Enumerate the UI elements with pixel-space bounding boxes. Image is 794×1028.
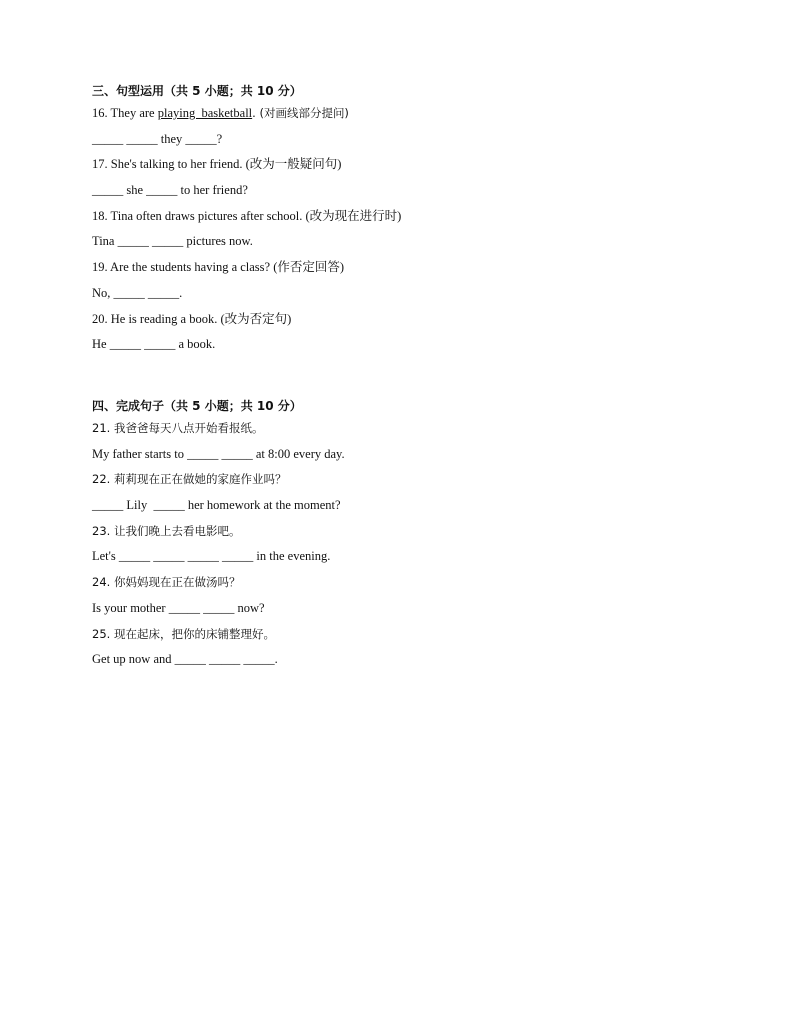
answer-line-25: Get up now and _____ _____ _____. xyxy=(92,652,278,667)
underlined-phrase: playing basketball xyxy=(157,106,253,120)
question-16 xyxy=(92,105,732,131)
answer-line-22: _____ Lily _____ her homework at the moment? xyxy=(92,498,341,513)
answer-line-19: No, _____ _____. xyxy=(92,285,183,300)
question-17: 17. She's talking to her friend. (改为一般疑问句) xyxy=(92,157,342,172)
section-complete-sentences xyxy=(92,398,732,677)
answer-line-16: _____ _____ they _____? xyxy=(92,131,223,146)
answer-line-21: My father starts to _____ _____ at 8:00 every day. xyxy=(92,446,345,461)
question-22: 22. 莉莉现在正在做她的家庭作业吗？ xyxy=(92,472,287,487)
question-19: 19. Are the students having a class? (作否定回答) xyxy=(92,260,345,275)
question-text: 16. They are xyxy=(92,106,158,120)
question-23: 23. 让我们晚上去看电影吧。 xyxy=(92,523,241,538)
answer-line-17: _____ she _____ to her friend? xyxy=(92,183,248,198)
answer-line-23: Let's _____ _____ _____ _____ in the evening. xyxy=(92,549,331,564)
question-18: 18. Tina often draws pictures after school. (改为现在进行时) xyxy=(92,208,402,223)
instruction-text: . (对画线部分提问) xyxy=(252,106,349,120)
answer-line-20: He _____ _____ a book. xyxy=(92,337,216,352)
question-24: 24. 你妈妈现在正在做汤吗？ xyxy=(92,575,241,590)
section-sentence-patterns xyxy=(92,83,732,362)
question-21: 21. 我爸爸每天八点开始看报纸。 xyxy=(92,421,264,435)
answer-line-18: Tina _____ _____ pictures now. xyxy=(92,234,253,249)
section-heading: 三、句型运用（共 5 小题；共 10 分） xyxy=(92,84,302,98)
section-heading: 四、完成句子（共 5 小题；共 10 分） xyxy=(92,399,302,413)
question-25: 25. 现在起床，把你的床铺整理好。 xyxy=(92,626,275,641)
question-20: 20. He is reading a book. (改为否定句) xyxy=(92,311,292,326)
answer-line-24: Is your mother _____ _____ now? xyxy=(92,600,265,615)
